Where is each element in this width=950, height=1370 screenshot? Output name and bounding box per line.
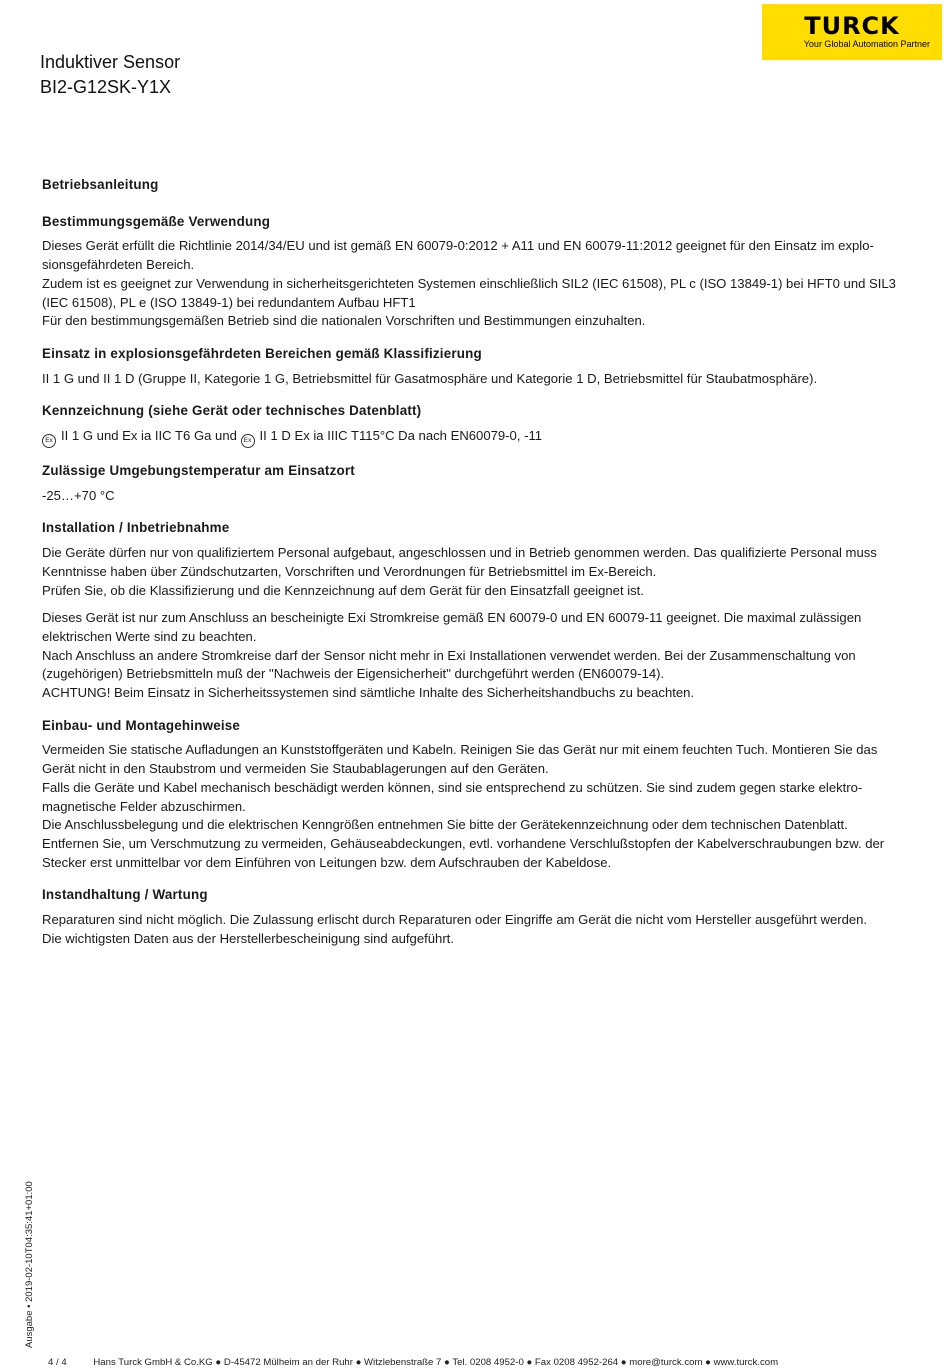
product-title-line2: BI2-G12SK-Y1X [40,77,172,97]
section-marking [42,402,912,448]
product-title [40,50,180,100]
section-heading: Instandhaltung / Wartung [42,887,208,903]
section-intended-use [42,213,912,331]
paragraph: Dieses Gerät ist nur zum Anschluss an bescheinigte Exi Stromkreise gemäß EN 60079-0 und EN 60079-11 geeignet. Die maximal zulässigen elektrischen Werte sind zu beachten. [42,610,862,644]
section-maintenance [42,886,912,948]
edition-stamp: Ausgabe • 2019-02-10T04:35:41+01:00 [24,1181,35,1348]
ex-symbol-icon: Ex [241,434,255,448]
ex-symbol-icon: Ex [42,434,56,448]
paragraph: II 1 G und II 1 D (Gruppe II, Kategorie 1 G, Betriebsmittel für Gasatmosphäre und Kategorie 1 D, Betriebsmittel für Staubatmosphäre). [42,370,818,386]
section-heading: Einbau- und Montagehinweise [42,717,241,733]
paragraph: Die Anschlussbelegung und die elektrischen Kenngrößen entnehmen Sie bitte der Gerätekennzeichnung oder dem technischen Datenblatt. [42,817,848,833]
section-heading: Einsatz in explosionsgefährdeten Bereichen gemäß Klassifizierung [42,345,482,361]
section-mounting [42,717,912,873]
turck-logo [762,4,942,60]
product-title-line1: Induktiver Sensor [40,52,181,72]
temperature-range: -25…+70 °C [42,487,115,503]
section-heading: Bestimmungsgemäße Verwendung [42,213,271,229]
section-heading: Zulässige Umgebungstemperatur am Einsatzort [42,463,355,479]
paragraph: ACHTUNG! Beim Einsatz in Sicherheitssystemen sind sämtliche Inhalte des Sicherheitshandbuchs zu beachten. [42,685,695,701]
logo-tagline: Your Global Automation Partner [803,39,930,49]
section-temperature [42,462,912,505]
section-installation [42,519,912,702]
document-body [42,176,912,963]
doc-heading: Betriebsanleitung [42,177,159,192]
paragraph: Dieses Gerät erfüllt die Richtlinie 2014/34/EU und ist gemäß EN 60079-0:2012 + A11 und EN 60079-11:2012 geeignet für den Einsatz im explo-sionsgefährdeten Bereich. [42,238,874,273]
marking-line [42,427,912,448]
paragraph: Falls die Geräte und Kabel mechanisch beschädigt werden können, sind sie entsprechend zu schützen. Sie sind zudem gegen starke elektro-magnetische Felder abzuschirmen. [42,779,863,814]
paragraph: Entfernen Sie, um Verschmutzung zu vermeiden, Gehäuseabdeckungen, evtl. vorhandene Verschlußstopfen der Kabelverschraubungen bzw. der Stecker erst unmittelbar vor dem Einführen von Leitungen bzw. dem Aufschrauben der Kabeldose. [42,835,885,870]
paragraph: Reparaturen sind nicht möglich. Die Zulassung erlischt durch Reparaturen oder Eingriffe am Gerät die nicht vom Hersteller ausgeführt werden. [42,912,868,928]
marking-part2: II 1 D Ex ia IIIC T115°C Da nach EN60079-0, -11 [259,428,543,444]
page-footer [48,1357,778,1368]
marking-part1: II 1 G und Ex ia IIC T6 Ga und [61,428,237,444]
paragraph: Zudem ist es geeignet zur Verwendung in sicherheitsgerichteten Systemen einschließlich SIL2 (IEC 61508), PL c (ISO 13849-1) bei HFT0 und SIL3 (IEC 61508), PL e (ISO 13849-1) bei redundantem Aufbau HFT1 [42,275,896,310]
company-info: Hans Turck GmbH & Co.KG ● D-45472 Mülheim an der Ruhr ● Witzlebenstraße 7 ● Tel. 0208 4952-0 ● Fax 0208 4952-264 ● more@turck.com ● www.turck.com [93,1357,779,1368]
page-number: 4 / 4 [48,1357,67,1368]
logo-wordmark: TURCK [804,12,900,40]
paragraph: Vermeiden Sie statische Aufladungen an Kunststoffgeräten und Kabeln. Reinigen Sie das Gerät nur mit einem feuchten Tuch. Montieren Sie das Gerät nicht in den Staubstrom und vermeiden Sie Staubablagerungen auf den Geräten. [42,742,878,777]
section-heading: Kennzeichnung (siehe Gerät oder technisches Datenblatt) [42,403,422,419]
paragraph: Die wichtigsten Daten aus der Herstellerbescheinigung sind aufgeführt. [42,930,454,946]
paragraph: Für den bestimmungsgemäßen Betrieb sind die nationalen Vorschriften und Bestimmungen einzuhalten. [42,313,646,329]
paragraph: Prüfen Sie, ob die Klassifizierung und die Kennzeichnung auf dem Gerät für den Einsatzfall geeignet ist. [42,582,644,598]
section-ex-areas [42,345,912,388]
paragraph: Die Geräte dürfen nur von qualifiziertem Personal aufgebaut, angeschlossen und in Betrieb genommen werden. Das qualifizierte Personal muss Kenntnisse haben über Zündschutzarten, Vorschriften und Verordnungen für Betriebsmittel im Ex-Bereich. [42,545,877,579]
section-heading: Installation / Inbetriebnahme [42,520,230,536]
paragraph: Nach Anschluss an andere Stromkreise darf der Sensor nicht mehr in Exi Installationen verwendet werden. Bei der Zusammenschaltung von (zugehörigen) Betriebsmitteln muß der "Nachweis der Eigensicherheit" durchgeführt werden (EN60079-14). [42,647,856,682]
